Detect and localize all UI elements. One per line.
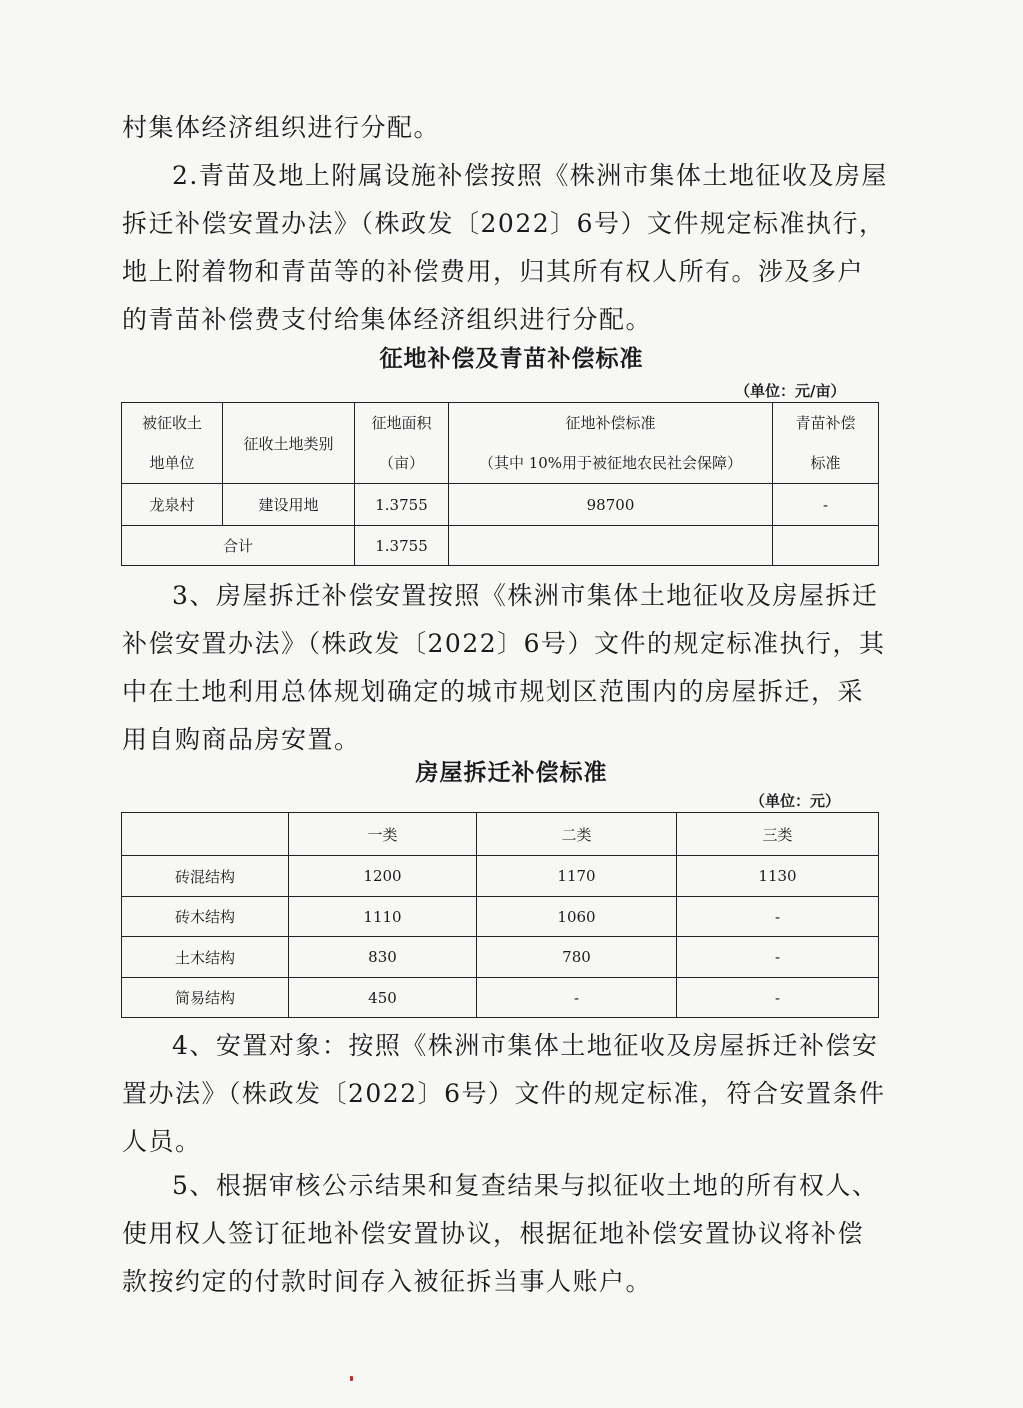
- table-cell: [773, 526, 879, 566]
- header-cell: 二类: [477, 813, 677, 856]
- table-row: [122, 484, 879, 526]
- table-cell: 450: [289, 978, 477, 1018]
- header-text: 征地面积: [371, 414, 432, 432]
- table-header-row: [122, 813, 879, 856]
- table-cell: -: [677, 897, 879, 937]
- header-text: 地单位: [149, 454, 195, 472]
- table-cell: 1130: [677, 856, 879, 897]
- header-text: （亩）: [378, 454, 424, 472]
- header-cell: 征收土地类别: [223, 403, 355, 484]
- paragraph-line: 村集体经济组织进行分配。: [122, 113, 441, 142]
- table-cell: 龙泉村: [122, 484, 223, 526]
- paragraph-line: 4、安置对象：按照《株洲市集体土地征收及房屋拆迁补偿安: [172, 1031, 879, 1060]
- paragraph-2: [122, 152, 888, 344]
- header-cell: 一类: [289, 813, 477, 856]
- row-label: 简易结构: [122, 978, 289, 1018]
- total-area: 1.3755: [355, 526, 449, 566]
- table-cell: -: [677, 978, 879, 1018]
- table-cell: 1.3755: [355, 484, 449, 526]
- header-text: 青苗补偿: [795, 414, 856, 432]
- table-cell: 建设用地: [223, 484, 355, 526]
- table-cell: 1110: [289, 897, 477, 937]
- header-cell: [122, 813, 289, 856]
- paragraph-line: 使用权人签订征地补偿安置协议，根据征地补偿安置协议将补偿: [122, 1219, 865, 1248]
- table1-title: 征地补偿及青苗补偿标准: [379, 346, 644, 372]
- header-cell: [449, 403, 773, 484]
- table-cell: 98700: [449, 484, 773, 526]
- paragraph-line: 的青苗补偿费支付给集体经济组织进行分配。: [122, 305, 653, 334]
- paragraph-3: [122, 572, 886, 764]
- paragraph-line: 3、房屋拆迁补偿安置按照《株洲市集体土地征收及房屋拆迁: [172, 581, 879, 610]
- paragraph-line: 款按约定的付款时间存入被征拆当事人账户。: [122, 1267, 653, 1296]
- header-cell: [355, 403, 449, 484]
- land-compensation-table: [121, 402, 879, 566]
- paragraph-line: 2.青苗及地上附属设施补偿按照《株洲市集体土地征收及房屋: [172, 161, 888, 190]
- header-text: 征地补偿标准: [565, 414, 656, 432]
- table-cell: -: [477, 978, 677, 1018]
- row-label: 砖混结构: [122, 856, 289, 897]
- paragraph-line: 5、根据审核公示结果和复查结果与拟征收土地的所有权人、: [172, 1171, 879, 1200]
- paragraph-line: 人员。: [122, 1127, 202, 1156]
- table-header-row: [122, 403, 879, 484]
- table2-title: 房屋拆迁补偿标准: [415, 760, 608, 786]
- paragraph-5: [122, 1162, 878, 1306]
- paragraph-line: 拆迁补偿安置办法》（株政发〔2022〕6号）文件规定标准执行，: [122, 209, 886, 238]
- house-demolition-table: [121, 812, 879, 1018]
- table-row: [122, 856, 879, 897]
- header-cell: [773, 403, 879, 484]
- table-cell: 830: [289, 937, 477, 978]
- header-text: 标准: [810, 454, 841, 472]
- table-total-row: [122, 526, 879, 566]
- paragraph-line: 置办法》（株政发〔2022〕6号）文件的规定标准，符合安置条件: [122, 1079, 886, 1108]
- table-cell: [449, 526, 773, 566]
- table-row: [122, 897, 879, 937]
- header-cell: 三类: [677, 813, 879, 856]
- scan-mark: [350, 1376, 353, 1381]
- table-cell: -: [773, 484, 879, 526]
- paragraph-line: 地上附着物和青苗等的补偿费用，归其所有权人所有。涉及多户: [122, 257, 865, 286]
- header-text: （其中 10%用于被征地农民社会保障）: [478, 454, 743, 472]
- table-cell: 1200: [289, 856, 477, 897]
- row-label: 土木结构: [122, 937, 289, 978]
- table-cell: 1170: [477, 856, 677, 897]
- total-label: 合计: [122, 526, 355, 566]
- table-cell: 780: [477, 937, 677, 978]
- header-cell: [122, 403, 223, 484]
- paragraph-4: [122, 1022, 886, 1166]
- paragraph-1: [122, 104, 878, 152]
- table1-unit: （单位：元/亩）: [735, 382, 846, 400]
- table-cell: -: [677, 937, 879, 978]
- header-text: 被征收土: [141, 414, 202, 432]
- paragraph-line: 中在土地利用总体规划确定的城市规划区范围内的房屋拆迁，采: [122, 677, 865, 706]
- paragraph-line: 用自购商品房安置。: [122, 725, 361, 754]
- table-row: [122, 937, 879, 978]
- table-row: [122, 978, 879, 1018]
- row-label: 砖木结构: [122, 897, 289, 937]
- table-cell: 1060: [477, 897, 677, 937]
- paragraph-line: 补偿安置办法》（株政发〔2022〕6号）文件的规定标准执行，其: [122, 629, 886, 658]
- table2-unit: （单位：元）: [750, 792, 841, 810]
